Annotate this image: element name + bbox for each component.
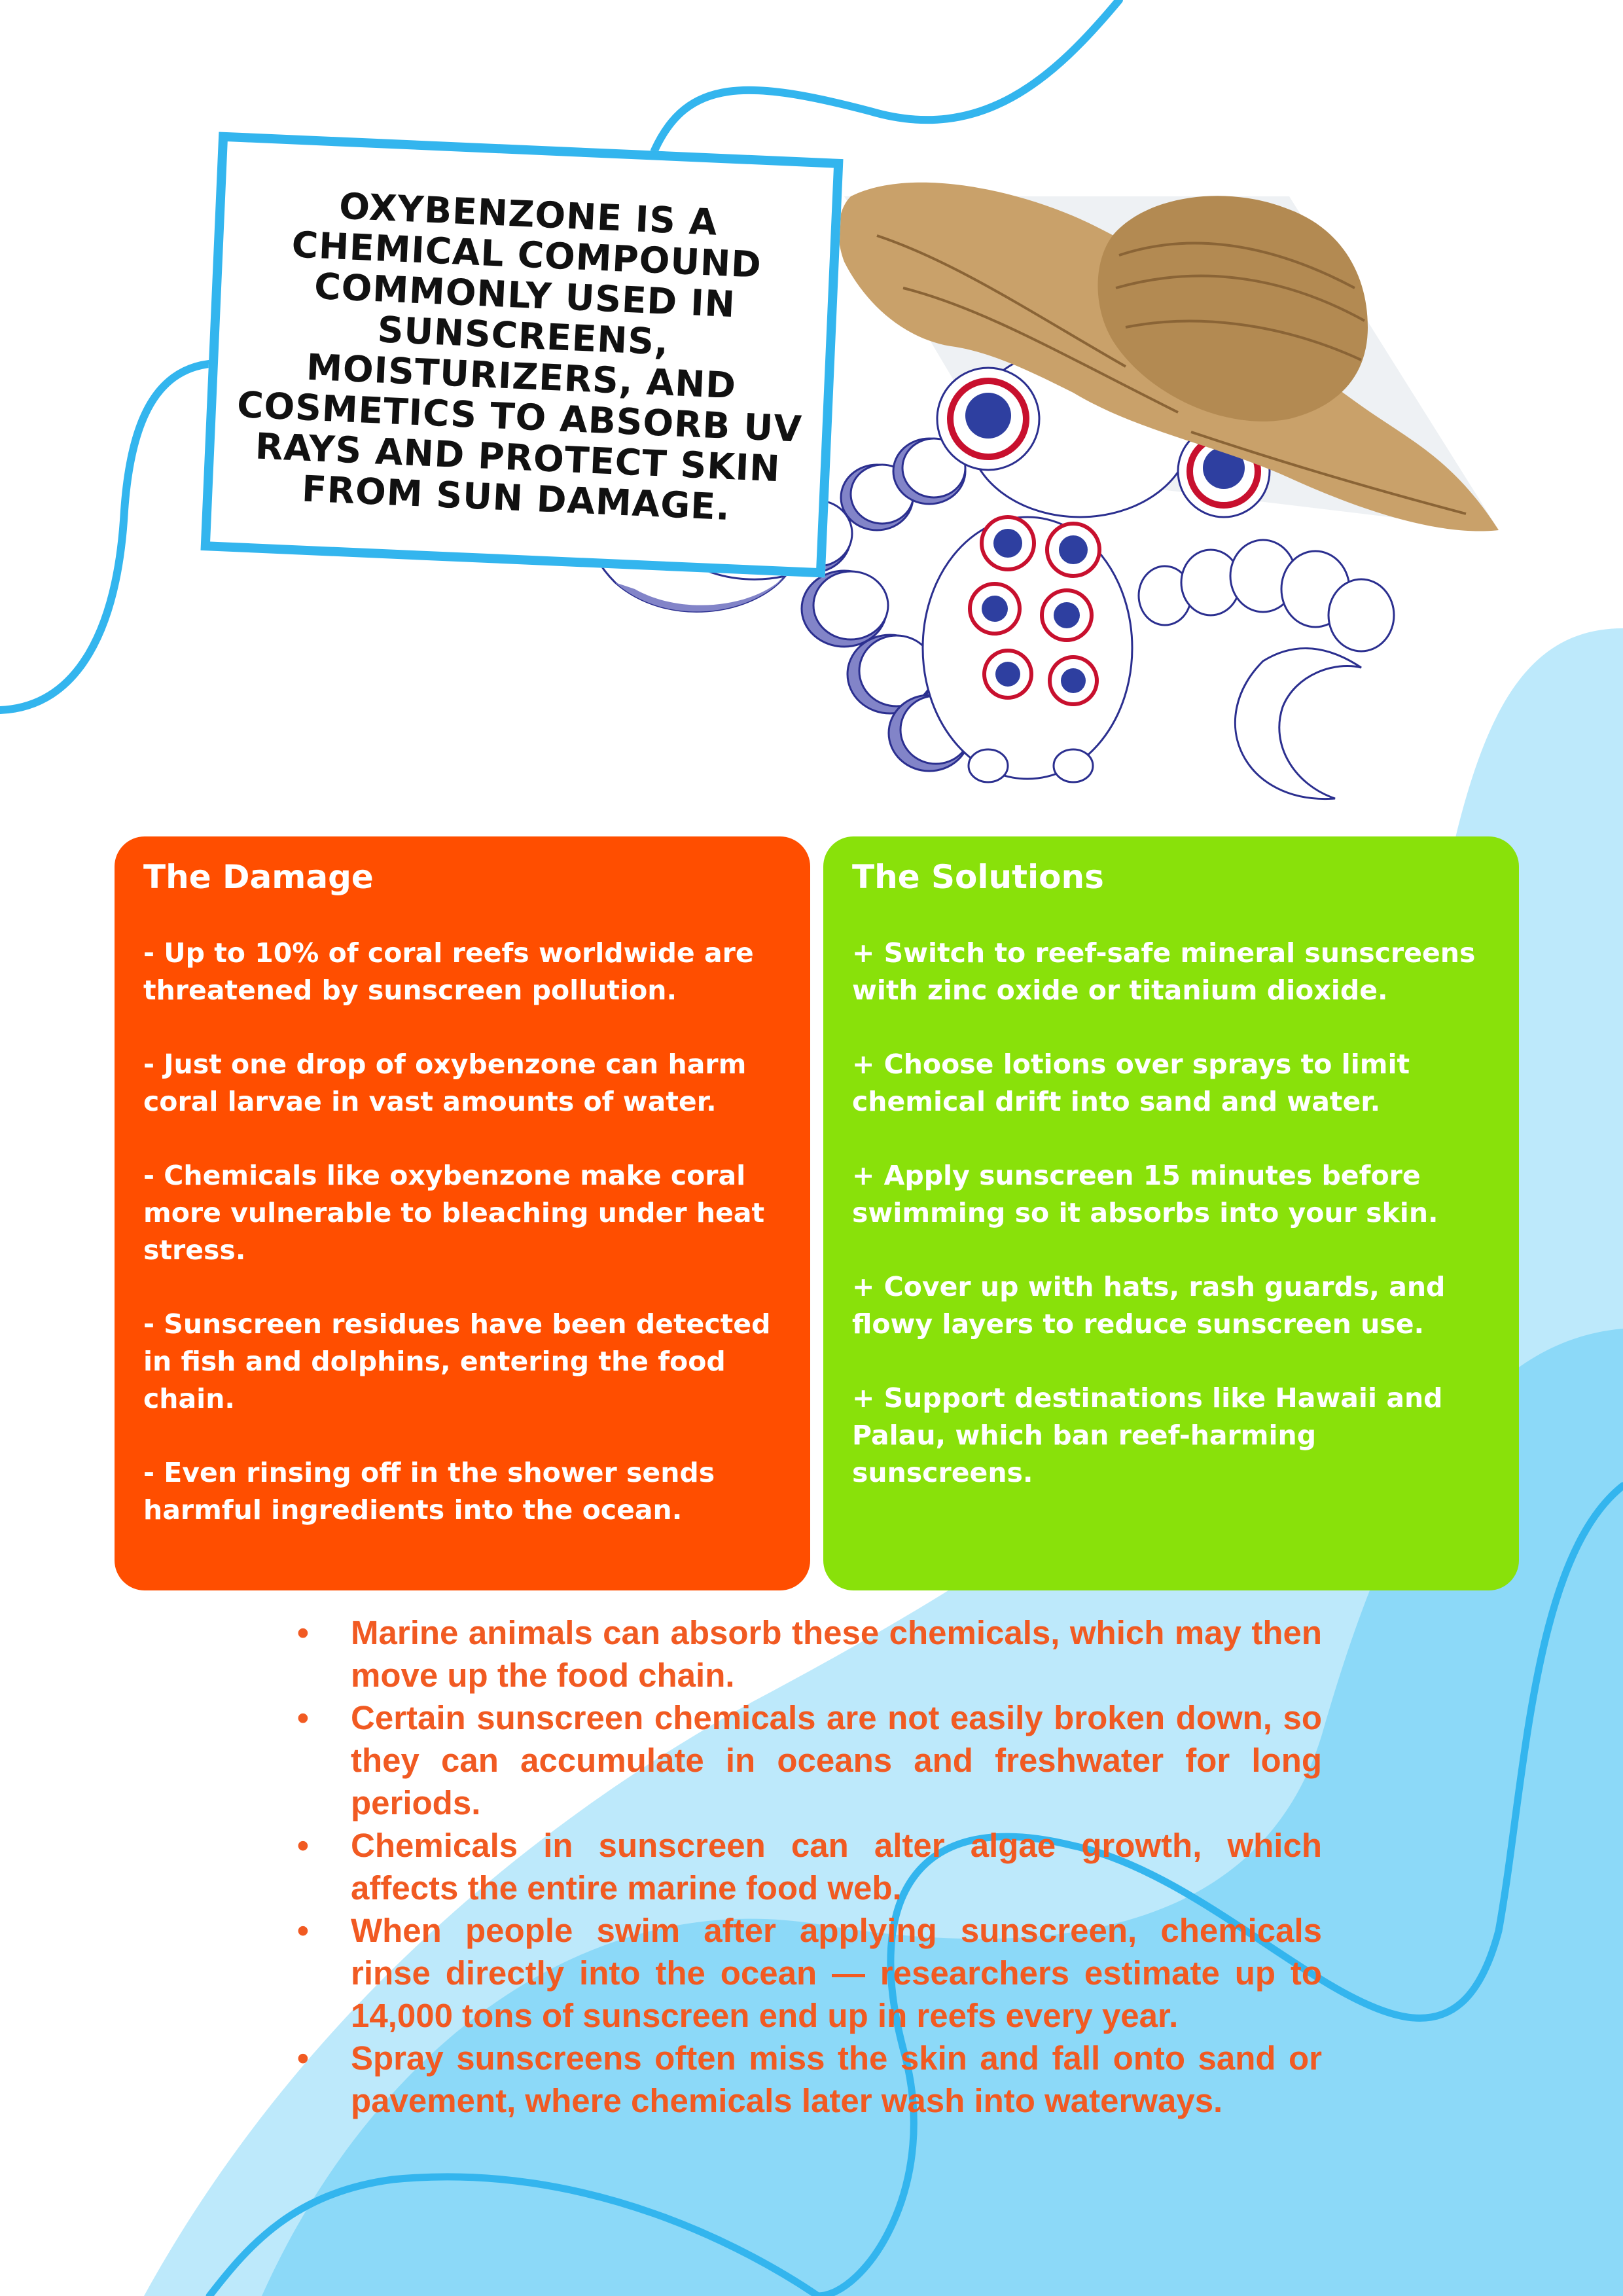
fact-text: Certain sunscreen chemicals are not easily broken down, so they can accumulate in oceans and freshwater for long periods. — [351, 1699, 1322, 1821]
bullet-icon: • — [297, 2039, 309, 2077]
fact-item — [288, 2037, 1322, 2122]
solutions-card — [823, 836, 1519, 1590]
solution-item: + Switch to reef-safe mineral sunscreens with zinc oxide or titanium dioxide. — [852, 937, 1476, 1006]
fact-item — [288, 1824, 1322, 1909]
fact-item — [288, 1909, 1322, 2037]
facts-list — [288, 1611, 1322, 2122]
bullet-icon: • — [297, 1827, 309, 1864]
bullet-icon: • — [297, 1912, 309, 1949]
solution-item: + Support destinations like Hawaii and Palau, which ban reef-harming sunscreens. — [852, 1382, 1443, 1488]
damage-title: The Damage — [143, 858, 374, 896]
solutions-title: The Solutions — [852, 858, 1104, 896]
definition-callout-text: OXYBENZONE IS A CHEMICAL COMPOUND COMMONLY USED IN SUNSCREENS, MOISTURIZERS, AND COSMETICS TO ABSORB UV RAYS AND PROTECT SKIN FROM SUN DAMAGE. — [236, 185, 803, 529]
fact-item — [288, 1611, 1322, 1696]
fact-text: Spray sunscreens often miss the skin and fall onto sand or pavement, where chemicals later wash into waterways. — [351, 2039, 1322, 2119]
bullet-icon: • — [297, 1614, 309, 1651]
damage-item: - Chemicals like oxybenzone make coral more vulnerable to bleaching under heat stress. — [143, 1160, 765, 1266]
fact-text: When people swim after applying sunscreen, chemicals rinse directly into the ocean — researchers estimate up to 14,000 tons of sunscreen end up in reefs every year. — [351, 1912, 1322, 2034]
right-crescent-claw — [1235, 649, 1361, 799]
solution-item: + Choose lotions over sprays to limit chemical drift into sand and water. — [852, 1049, 1410, 1117]
damage-item: - Up to 10% of coral reefs worldwide are threatened by sunscreen pollution. — [143, 937, 754, 1006]
damage-item: - Sunscreen residues have been detected in fish and dolphins, entering the food chain. — [143, 1308, 771, 1414]
fact-item — [288, 1696, 1322, 1824]
right-arm — [1139, 540, 1394, 651]
solution-item: + Cover up with hats, rash guards, and flowy layers to reduce sunscreen use. — [852, 1271, 1446, 1340]
damage-item: - Even rinsing off in the shower sends harmful ingredients into the ocean. — [143, 1457, 715, 1526]
fact-text: Marine animals can absorb these chemicals, which may then move up the food chain. — [351, 1614, 1322, 1694]
damage-card — [115, 836, 810, 1590]
solution-item: + Apply sunscreen 15 minutes before swimming so it absorbs into your skin. — [852, 1160, 1438, 1229]
fact-text: Chemicals in sunscreen can alter algae growth, which affects the entire marine food web. — [351, 1827, 1322, 1907]
bullet-icon: • — [297, 1699, 309, 1736]
damage-item: - Just one drop of oxybenzone can harm coral larvae in vast amounts of water. — [143, 1049, 747, 1117]
